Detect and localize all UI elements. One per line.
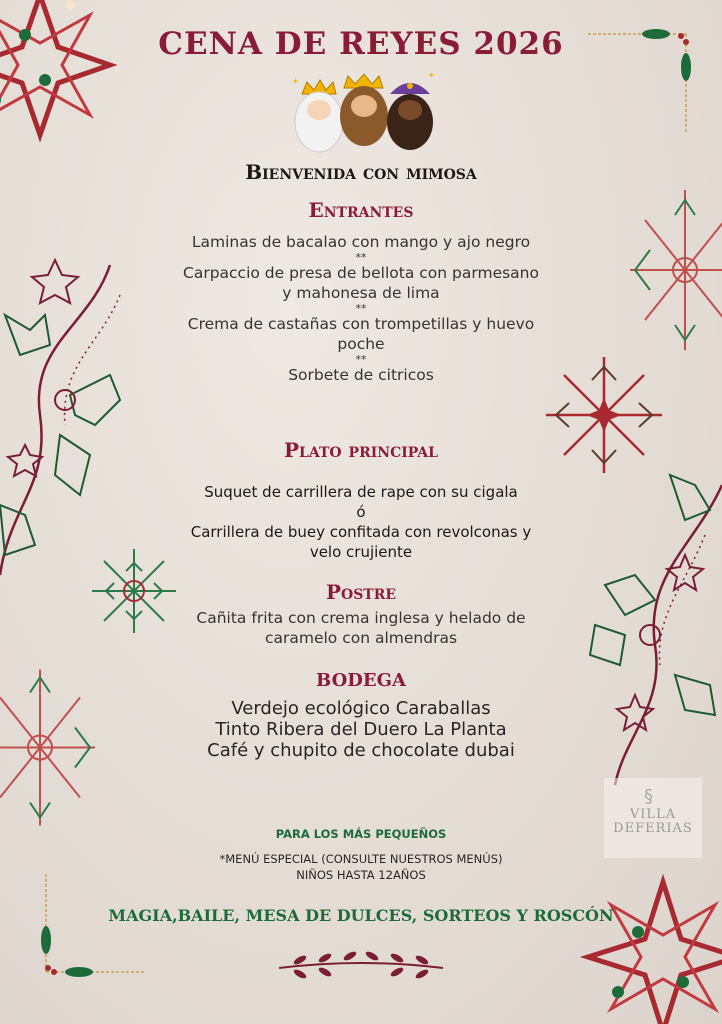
principal-heading: Plato principal: [284, 438, 438, 462]
bodega-list: [0, 698, 722, 761]
star-ornament-icon: [578, 862, 722, 1024]
drink-item: Tinto Ribera del Duero La Planta: [215, 719, 507, 740]
menu-item: Cañita frita con crema inglesa y helado de: [196, 609, 526, 627]
postre-heading: Postre: [325, 580, 397, 604]
entrantes-heading: Entrantes: [308, 198, 414, 222]
kids-line-2: NIÑOS HASTA 12AÑOS: [296, 868, 426, 882]
menu-item: Sorbete de citricos: [288, 366, 434, 384]
menu-item-or: ó: [356, 503, 366, 521]
entrantes-list: [0, 232, 722, 385]
menu-item: Crema de castañas con trompetillas y huevo: [187, 315, 535, 333]
menu-item: poche: [337, 335, 385, 353]
svg-text:✦: ✦: [292, 77, 299, 86]
svg-text:✦: ✦: [428, 72, 435, 80]
page-title: CENA DE REYES 2026: [158, 26, 564, 62]
logo-text-1: VILLA: [629, 807, 677, 822]
principal-list: [0, 482, 722, 562]
menu-item: caramelo con almendras: [264, 629, 458, 647]
menu-item: Laminas de bacalao con mango y ajo negro: [191, 233, 531, 251]
drink-item: Verdejo ecológico Caraballas: [231, 698, 491, 719]
menu-item: velo crujiente: [309, 543, 413, 561]
separator: **: [355, 251, 367, 264]
holly-branch-icon: [34, 872, 149, 982]
logo-text-2: DEFERIAS: [613, 821, 693, 836]
three-kings-icon: [290, 72, 440, 154]
kids-line-1: *MENÚ ESPECIAL (CONSULTE NUESTROS MENÚS): [219, 852, 503, 866]
postre-list: [0, 608, 722, 648]
separator: **: [355, 302, 367, 315]
laurel-divider-icon: [275, 950, 447, 986]
activities-line: MAGIA,BAILE, MESA DE DULCES, SORTEOS Y ROSCÓN: [108, 906, 614, 925]
villa-deferias-logo: [604, 778, 702, 858]
separator: **: [355, 353, 367, 366]
menu-item: Carpaccio de presa de bellota con parmesano: [183, 264, 539, 282]
logo-mark-icon: §: [644, 786, 653, 807]
bodega-heading: BODEGA: [316, 670, 406, 691]
menu-item: y mahonesa de lima: [282, 284, 440, 302]
drink-item: Café y chupito de chocolate dubai: [207, 740, 515, 761]
kids-heading: PARA LOS MÁS PEQUEÑOS: [275, 827, 447, 841]
menu-item: Suquet de carrillera de rape con su cigala: [204, 483, 518, 501]
menu-item: Carrillera de buey confitada con revolconas y: [190, 523, 532, 541]
welcome-line: Bienvenida con mimosa: [245, 160, 477, 184]
